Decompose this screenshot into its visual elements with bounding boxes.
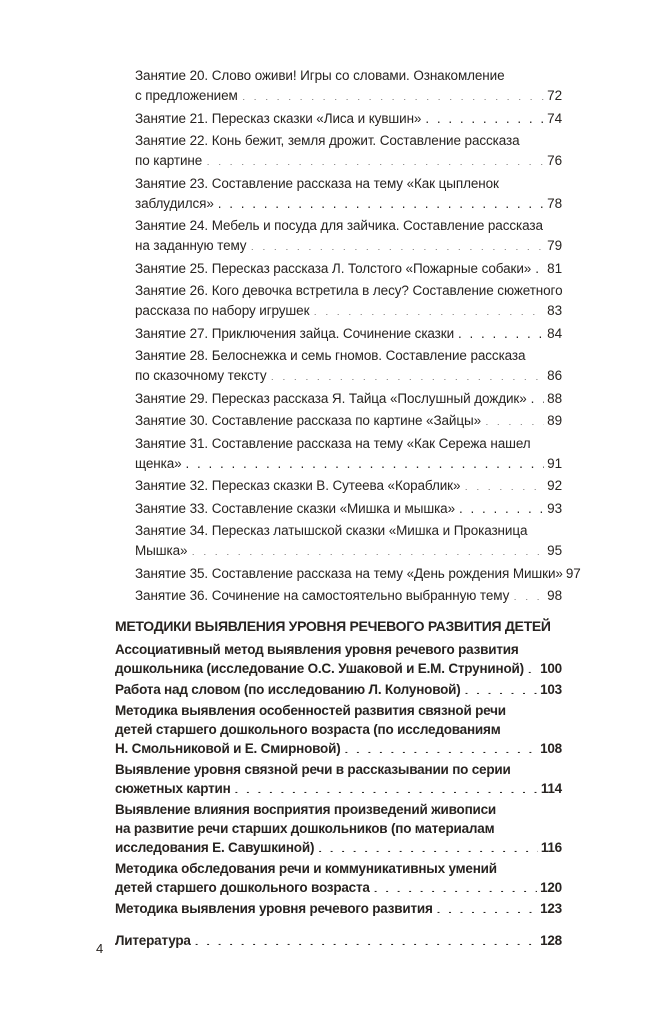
toc-entry-line [135, 174, 562, 194]
toc-entry-title: Занятие 23. Составление рассказа на тему «Как цыпленок [135, 175, 499, 191]
toc-entry-line [135, 324, 562, 344]
toc-page-ref: 108 [540, 741, 562, 756]
toc-entry-title: по картине [135, 153, 203, 168]
toc-entry-line [135, 389, 562, 409]
toc-entry-line [135, 301, 562, 321]
toc-entry-line [135, 259, 562, 279]
toc-entry-line [115, 779, 562, 798]
toc-page-ref: 78 [547, 195, 562, 211]
toc-entry-title: щенка» [135, 455, 182, 471]
toc-entry [135, 521, 562, 561]
toc-entry-title: Н. Смольниковой и Е. Смирновой) [115, 741, 341, 756]
toc-entry [135, 389, 562, 409]
toc-page-ref: 89 [547, 413, 562, 428]
toc-entry-line [135, 366, 562, 386]
toc-entry-title: Выявление уровня связной речи в рассказывании по серии [115, 762, 511, 777]
toc-entry-line [135, 434, 562, 454]
toc-page-ref: 79 [547, 238, 562, 253]
toc-page-ref: 92 [547, 478, 562, 493]
toc-page-ref: 116 [540, 840, 562, 855]
toc-page-ref: 76 [547, 153, 562, 168]
toc-entry-line [115, 659, 562, 678]
toc-entry-title: Занятие 22. Конь бежит, земля дрожит. Составление рассказа [135, 133, 520, 148]
toc-entry-line [115, 640, 562, 659]
section-heading-methods: МЕТОДИКИ ВЫЯВЛЕНИЯ УРОВНЯ РЕЧЕВОГО РАЗВИТИЯ ДЕТЕЙ [115, 618, 551, 634]
toc-entry-line [135, 411, 562, 431]
toc-entry-line [115, 819, 562, 838]
toc-entry-title: Занятие 34. Пересказ латышской сказки «Мишка и Проказница [135, 523, 528, 538]
toc-entry-line [115, 878, 562, 897]
toc-entry-line [115, 720, 562, 739]
toc-entry-title: детей старшего дошкольного возраста (по исследованиям [115, 722, 501, 737]
toc-entry [115, 931, 562, 950]
toc-entry-line [135, 131, 562, 151]
dot-leader [309, 302, 544, 316]
toc-entry-title: Занятие 30. Составление рассказа по картине «Зайцы» [135, 413, 481, 428]
toc-entry [115, 640, 562, 678]
toc-entry-line [135, 86, 562, 106]
toc-entry-title: Занятие 24. Мебель и посуда для зайчика. Составление рассказа [135, 218, 543, 233]
toc-entry-line [135, 109, 562, 129]
dot-leader [531, 259, 544, 273]
toc-entry-title: Занятие 36. Сочинение на самостоятельно выбранную тему [135, 588, 510, 603]
toc-entry-line [135, 454, 562, 474]
toc-entry-title: Занятие 32. Пересказ сказки В. Сутеева «Кораблик» [135, 478, 461, 493]
toc-entry-title: сюжетных картин [115, 781, 231, 796]
toc-entry-title: Занятие 21. Пересказ сказки «Лиса и кувшин» [135, 110, 422, 126]
dot-leader [214, 194, 544, 208]
toc-entry-title: Занятие 27. Приключения зайца. Сочинение сказки [135, 325, 455, 341]
dot-leader [267, 367, 545, 381]
toc-entry-line [135, 499, 562, 519]
toc-entry [135, 564, 581, 584]
toc-entry [115, 701, 562, 758]
toc-entry [135, 434, 562, 474]
dot-leader [509, 587, 544, 601]
toc-entry-line [115, 760, 562, 779]
toc-entry [135, 109, 562, 129]
toc-entry-title: Методика выявления особенностей развития связной речи [115, 703, 506, 718]
dot-leader [314, 839, 538, 853]
toc-entry-line [115, 838, 562, 857]
toc-entry-line [115, 701, 562, 720]
toc-page-ref: 123 [540, 901, 562, 916]
toc-entry-title: Занятие 33. Составление сказки «Мишка и мышка» [135, 500, 455, 516]
toc-page-ref: 81 [547, 260, 562, 276]
toc-entry-line [135, 281, 562, 301]
toc-entry-line [115, 899, 562, 918]
toc-entry [135, 131, 562, 171]
toc-entry-line [115, 739, 562, 758]
toc-page-ref: 120 [540, 880, 562, 895]
dot-leader [370, 879, 537, 893]
toc-entry [115, 760, 562, 798]
toc-entry [135, 216, 562, 256]
toc-entry [115, 859, 562, 897]
toc-entry [135, 346, 562, 386]
folio-page-number: 4 [96, 941, 104, 956]
dot-leader [460, 477, 544, 491]
toc-entry [135, 174, 562, 214]
toc-entry-line [135, 476, 562, 496]
toc-entry-line [135, 66, 562, 86]
toc-entry-line [135, 194, 562, 214]
toc-entry [135, 259, 562, 279]
toc-page-ref: 100 [540, 661, 562, 676]
toc-entry [135, 324, 562, 344]
toc-entry [135, 411, 562, 431]
dot-leader [461, 681, 538, 695]
toc-entry-line [135, 521, 562, 541]
dot-leader [187, 542, 544, 556]
toc-entry-line [115, 680, 562, 699]
toc-page-ref: 91 [547, 455, 562, 471]
toc-entry [115, 800, 562, 857]
toc-entry-title: заблудился» [135, 195, 214, 211]
toc-entry-title: Методика обследования речи и коммуникативных умений [115, 861, 497, 876]
dot-leader [524, 660, 537, 674]
dot-leader [481, 412, 544, 426]
toc-entry-title: на развитие речи старших дошкольников (по материалам [115, 821, 495, 836]
toc-entry-title: дошкольника (исследование О.С. Ушаковой и Е.М. Струниной) [115, 661, 524, 676]
toc-entry-line [115, 800, 562, 819]
toc-entry-title: Методика выявления уровня речевого развития [115, 901, 433, 916]
toc-entry-title: Мышка» [135, 543, 188, 558]
toc-page-ref: 95 [547, 543, 562, 558]
toc-entry-title: рассказа по набору игрушек [135, 303, 310, 318]
toc-entry-title: Занятие 25. Пересказ рассказа Л. Толстого «Пожарные собаки» [135, 260, 532, 276]
toc-entry-title: Занятие 26. Кого девочка встретила в лесу? Составление сюжетного [135, 283, 563, 298]
toc-section-literature [115, 931, 562, 950]
toc-entry-title: Занятие 28. Белоснежка и семь гномов. Составление рассказа [135, 348, 526, 363]
toc-page-ref: 84 [547, 325, 562, 341]
dot-leader [341, 740, 538, 754]
toc-page-ref: 98 [547, 588, 562, 603]
toc-entry-line [135, 564, 581, 584]
toc-page-ref: 114 [540, 781, 562, 796]
toc-page-ref: 97 [565, 565, 581, 581]
toc-entry [135, 476, 562, 496]
toc-page-ref: 86 [547, 368, 562, 383]
toc-entry-title: исследования Е. Савушкиной) [115, 840, 315, 855]
toc-entry-line [115, 859, 562, 878]
dot-leader [182, 454, 545, 468]
toc-entry-title: на заданную тему [135, 238, 247, 253]
toc-page-ref: 103 [540, 682, 562, 697]
dot-leader [421, 109, 544, 123]
toc-page-ref: 72 [547, 88, 562, 103]
toc-entry-line [135, 541, 562, 561]
toc-page-ref: 74 [547, 110, 562, 126]
toc-entry-line [135, 216, 562, 236]
toc-page-ref: 128 [540, 933, 562, 948]
toc-entry-title: Занятие 20. Слово оживи! Игры со словами. Ознакомление [135, 68, 505, 83]
toc-entry [135, 586, 562, 606]
toc-entry-title: детей старшего дошкольного возраста [115, 880, 370, 895]
toc-page-ref: 88 [547, 390, 562, 406]
toc-entry-line [135, 151, 562, 171]
dot-leader [454, 324, 544, 338]
toc-section-lessons [135, 66, 581, 606]
toc-entry-title: по сказочному тексту [135, 368, 267, 383]
toc-entry-line [135, 236, 562, 256]
toc-page-ref: 93 [547, 500, 562, 516]
toc-entry-title: Выявление влияния восприятия произведений живописи [115, 802, 497, 817]
toc-entry [115, 680, 562, 699]
toc-entry-line [135, 346, 562, 366]
dot-leader [455, 499, 544, 513]
toc-entry-title: Занятие 29. Пересказ рассказа Я. Тайца «Послушный дождик» [135, 390, 527, 406]
toc-entry-line [115, 931, 562, 950]
toc-entry [135, 66, 562, 106]
toc-entry [115, 899, 562, 918]
toc-section-methods [115, 640, 562, 918]
toc-page-ref: 83 [547, 303, 562, 318]
toc-entry-title: Ассоциативный метод выявления уровня речевого развития [115, 642, 519, 657]
toc-entry-line [135, 586, 562, 606]
dot-leader [433, 900, 537, 914]
toc-entry-title: Работа над словом (по исследованию Л. Колуновой) [115, 682, 461, 697]
toc-entry-title: с предложением [135, 88, 238, 103]
dot-leader [202, 152, 544, 166]
dot-leader [246, 237, 544, 251]
dot-leader [191, 932, 537, 946]
toc-entry [135, 499, 562, 519]
toc-entry-title: Занятие 35. Составление рассказа на тему «День рождения Мишки» [135, 565, 563, 581]
toc-entry-title: Литература [115, 933, 191, 948]
toc-entry-title: Занятие 31. Составление рассказа на тему «Как Сережа нашел [135, 435, 531, 451]
dot-leader [238, 87, 544, 101]
dot-leader [231, 780, 538, 794]
toc-entry [135, 281, 562, 321]
dot-leader [527, 389, 545, 403]
